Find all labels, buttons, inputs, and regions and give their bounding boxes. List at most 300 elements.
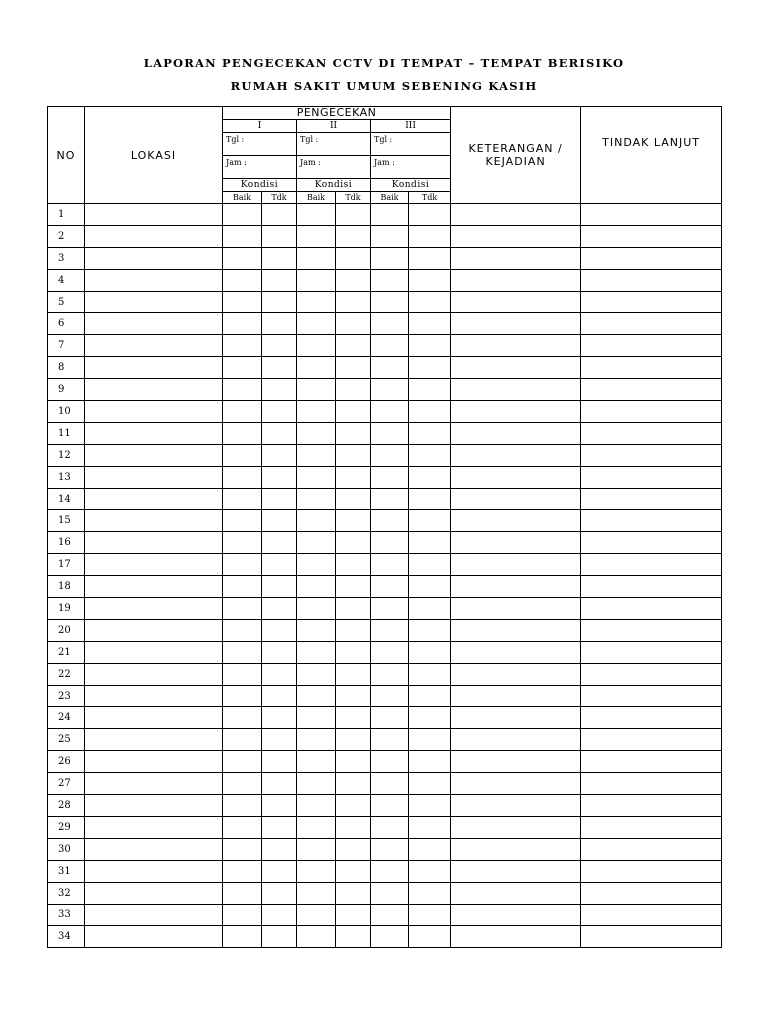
- check-2-tdk-cell[interactable]: [336, 882, 371, 904]
- check-3-baik-cell[interactable]: [371, 773, 409, 795]
- check-2-baik-cell[interactable]: [297, 882, 336, 904]
- tindak-lanjut-cell[interactable]: [581, 729, 722, 751]
- check-1-baik-cell[interactable]: [223, 598, 262, 620]
- tindak-lanjut-cell[interactable]: [581, 598, 722, 620]
- check-1-baik-cell[interactable]: [223, 357, 262, 379]
- keterangan-cell[interactable]: [451, 838, 581, 860]
- check-1-tdk-cell[interactable]: [262, 204, 297, 226]
- check-1-tdk-cell[interactable]: [262, 247, 297, 269]
- keterangan-cell[interactable]: [451, 598, 581, 620]
- check-2-tdk-cell[interactable]: [336, 663, 371, 685]
- tindak-lanjut-cell[interactable]: [581, 379, 722, 401]
- check-3-baik-cell[interactable]: [371, 444, 409, 466]
- check-3-tdk-cell[interactable]: [409, 707, 451, 729]
- check-3-tdk-cell[interactable]: [409, 904, 451, 926]
- check-3-baik-cell[interactable]: [371, 269, 409, 291]
- check-3-baik-cell[interactable]: [371, 422, 409, 444]
- check-2-baik-cell[interactable]: [297, 291, 336, 313]
- check-3-baik-cell[interactable]: [371, 225, 409, 247]
- check-2-tdk-cell[interactable]: [336, 225, 371, 247]
- check-2-tdk-cell[interactable]: [336, 313, 371, 335]
- tindak-lanjut-cell[interactable]: [581, 838, 722, 860]
- check-1-baik-cell[interactable]: [223, 269, 262, 291]
- check-1-tdk-cell[interactable]: [262, 576, 297, 598]
- check-2-baik-cell[interactable]: [297, 816, 336, 838]
- lokasi-cell[interactable]: [85, 773, 223, 795]
- check-2-baik-cell[interactable]: [297, 488, 336, 510]
- tindak-lanjut-cell[interactable]: [581, 707, 722, 729]
- tindak-lanjut-cell[interactable]: [581, 204, 722, 226]
- tindak-lanjut-cell[interactable]: [581, 532, 722, 554]
- check-1-baik-cell[interactable]: [223, 422, 262, 444]
- check-2-tdk-cell[interactable]: [336, 795, 371, 817]
- check-3-tdk-cell[interactable]: [409, 860, 451, 882]
- lokasi-cell[interactable]: [85, 707, 223, 729]
- check-1-tdk-cell[interactable]: [262, 707, 297, 729]
- keterangan-cell[interactable]: [451, 773, 581, 795]
- tindak-lanjut-cell[interactable]: [581, 576, 722, 598]
- check-2-tdk-cell[interactable]: [336, 685, 371, 707]
- check-2-baik-cell[interactable]: [297, 401, 336, 423]
- check-1-baik-cell[interactable]: [223, 860, 262, 882]
- check-3-baik-cell[interactable]: [371, 707, 409, 729]
- lokasi-cell[interactable]: [85, 510, 223, 532]
- tindak-lanjut-cell[interactable]: [581, 444, 722, 466]
- check-2-tdk-cell[interactable]: [336, 926, 371, 948]
- check-1-tdk-cell[interactable]: [262, 379, 297, 401]
- check-3-tdk-cell[interactable]: [409, 685, 451, 707]
- check-2-tdk-cell[interactable]: [336, 379, 371, 401]
- check-3-tdk-cell[interactable]: [409, 422, 451, 444]
- check-1-baik-cell[interactable]: [223, 488, 262, 510]
- check-2-baik-cell[interactable]: [297, 444, 336, 466]
- check-1-jam[interactable]: Jam :: [223, 156, 297, 179]
- tindak-lanjut-cell[interactable]: [581, 816, 722, 838]
- check-2-baik-cell[interactable]: [297, 225, 336, 247]
- check-3-tdk-cell[interactable]: [409, 926, 451, 948]
- lokasi-cell[interactable]: [85, 685, 223, 707]
- check-3-tdk-cell[interactable]: [409, 444, 451, 466]
- check-1-baik-cell[interactable]: [223, 335, 262, 357]
- check-1-tdk-cell[interactable]: [262, 357, 297, 379]
- check-1-tdk-cell[interactable]: [262, 816, 297, 838]
- check-1-tdk-cell[interactable]: [262, 225, 297, 247]
- check-1-tdk-cell[interactable]: [262, 926, 297, 948]
- check-2-tdk-cell[interactable]: [336, 707, 371, 729]
- check-3-baik-cell[interactable]: [371, 751, 409, 773]
- check-3-tdk-cell[interactable]: [409, 816, 451, 838]
- check-3-baik-cell[interactable]: [371, 247, 409, 269]
- check-1-tdk-cell[interactable]: [262, 269, 297, 291]
- lokasi-cell[interactable]: [85, 576, 223, 598]
- check-1-tdk-cell[interactable]: [262, 444, 297, 466]
- check-3-tdk-cell[interactable]: [409, 795, 451, 817]
- check-3-baik-cell[interactable]: [371, 357, 409, 379]
- keterangan-cell[interactable]: [451, 488, 581, 510]
- lokasi-cell[interactable]: [85, 466, 223, 488]
- check-2-baik-cell[interactable]: [297, 357, 336, 379]
- check-2-baik-cell[interactable]: [297, 379, 336, 401]
- check-3-baik-cell[interactable]: [371, 816, 409, 838]
- check-3-tdk-cell[interactable]: [409, 401, 451, 423]
- check-1-tdk-cell[interactable]: [262, 401, 297, 423]
- check-3-tdk-cell[interactable]: [409, 773, 451, 795]
- lokasi-cell[interactable]: [85, 554, 223, 576]
- check-3-baik-cell[interactable]: [371, 685, 409, 707]
- check-1-tdk-cell[interactable]: [262, 488, 297, 510]
- check-2-baik-cell[interactable]: [297, 838, 336, 860]
- keterangan-cell[interactable]: [451, 663, 581, 685]
- check-3-tdk-cell[interactable]: [409, 729, 451, 751]
- check-3-baik-cell[interactable]: [371, 379, 409, 401]
- lokasi-cell[interactable]: [85, 313, 223, 335]
- keterangan-cell[interactable]: [451, 554, 581, 576]
- check-2-baik-cell[interactable]: [297, 773, 336, 795]
- keterangan-cell[interactable]: [451, 357, 581, 379]
- check-3-baik-cell[interactable]: [371, 554, 409, 576]
- tindak-lanjut-cell[interactable]: [581, 225, 722, 247]
- check-1-baik-cell[interactable]: [223, 619, 262, 641]
- check-1-tdk-cell[interactable]: [262, 729, 297, 751]
- check-3-tdk-cell[interactable]: [409, 554, 451, 576]
- check-3-baik-cell[interactable]: [371, 795, 409, 817]
- tindak-lanjut-cell[interactable]: [581, 335, 722, 357]
- check-1-baik-cell[interactable]: [223, 204, 262, 226]
- check-1-baik-cell[interactable]: [223, 532, 262, 554]
- tindak-lanjut-cell[interactable]: [581, 554, 722, 576]
- check-3-tdk-cell[interactable]: [409, 488, 451, 510]
- lokasi-cell[interactable]: [85, 641, 223, 663]
- check-1-baik-cell[interactable]: [223, 313, 262, 335]
- lokasi-cell[interactable]: [85, 598, 223, 620]
- check-2-baik-cell[interactable]: [297, 313, 336, 335]
- tindak-lanjut-cell[interactable]: [581, 685, 722, 707]
- check-2-baik-cell[interactable]: [297, 204, 336, 226]
- tindak-lanjut-cell[interactable]: [581, 904, 722, 926]
- check-3-tdk-cell[interactable]: [409, 838, 451, 860]
- check-3-baik-cell[interactable]: [371, 598, 409, 620]
- check-1-baik-cell[interactable]: [223, 291, 262, 313]
- check-2-baik-cell[interactable]: [297, 598, 336, 620]
- lokasi-cell[interactable]: [85, 335, 223, 357]
- tindak-lanjut-cell[interactable]: [581, 619, 722, 641]
- check-1-tdk-cell[interactable]: [262, 838, 297, 860]
- check-1-tdk-cell[interactable]: [262, 466, 297, 488]
- check-3-jam[interactable]: Jam :: [371, 156, 451, 179]
- check-2-tdk-cell[interactable]: [336, 838, 371, 860]
- check-1-tdk-cell[interactable]: [262, 751, 297, 773]
- check-2-tdk-cell[interactable]: [336, 729, 371, 751]
- keterangan-cell[interactable]: [451, 904, 581, 926]
- keterangan-cell[interactable]: [451, 379, 581, 401]
- check-3-tdk-cell[interactable]: [409, 225, 451, 247]
- tindak-lanjut-cell[interactable]: [581, 313, 722, 335]
- keterangan-cell[interactable]: [451, 751, 581, 773]
- check-1-baik-cell[interactable]: [223, 663, 262, 685]
- check-3-baik-cell[interactable]: [371, 926, 409, 948]
- check-3-tdk-cell[interactable]: [409, 466, 451, 488]
- tindak-lanjut-cell[interactable]: [581, 641, 722, 663]
- check-1-tdk-cell[interactable]: [262, 773, 297, 795]
- keterangan-cell[interactable]: [451, 926, 581, 948]
- keterangan-cell[interactable]: [451, 619, 581, 641]
- check-2-tdk-cell[interactable]: [336, 641, 371, 663]
- check-2-tdk-cell[interactable]: [336, 488, 371, 510]
- check-3-baik-cell[interactable]: [371, 860, 409, 882]
- check-3-tdk-cell[interactable]: [409, 313, 451, 335]
- tindak-lanjut-cell[interactable]: [581, 401, 722, 423]
- check-1-baik-cell[interactable]: [223, 816, 262, 838]
- tindak-lanjut-cell[interactable]: [581, 422, 722, 444]
- lokasi-cell[interactable]: [85, 357, 223, 379]
- check-1-baik-cell[interactable]: [223, 707, 262, 729]
- check-1-tgl[interactable]: Tgl :: [223, 133, 297, 156]
- check-3-baik-cell[interactable]: [371, 204, 409, 226]
- check-1-baik-cell[interactable]: [223, 225, 262, 247]
- lokasi-cell[interactable]: [85, 444, 223, 466]
- keterangan-cell[interactable]: [451, 685, 581, 707]
- check-2-baik-cell[interactable]: [297, 641, 336, 663]
- keterangan-cell[interactable]: [451, 860, 581, 882]
- check-3-baik-cell[interactable]: [371, 576, 409, 598]
- tindak-lanjut-cell[interactable]: [581, 247, 722, 269]
- check-1-tdk-cell[interactable]: [262, 904, 297, 926]
- tindak-lanjut-cell[interactable]: [581, 795, 722, 817]
- check-3-tdk-cell[interactable]: [409, 379, 451, 401]
- check-3-baik-cell[interactable]: [371, 401, 409, 423]
- check-3-baik-cell[interactable]: [371, 335, 409, 357]
- check-1-baik-cell[interactable]: [223, 401, 262, 423]
- check-3-baik-cell[interactable]: [371, 904, 409, 926]
- check-3-baik-cell[interactable]: [371, 532, 409, 554]
- check-1-tdk-cell[interactable]: [262, 422, 297, 444]
- check-3-baik-cell[interactable]: [371, 291, 409, 313]
- lokasi-cell[interactable]: [85, 247, 223, 269]
- check-2-baik-cell[interactable]: [297, 335, 336, 357]
- check-3-baik-cell[interactable]: [371, 619, 409, 641]
- keterangan-cell[interactable]: [451, 576, 581, 598]
- check-1-tdk-cell[interactable]: [262, 685, 297, 707]
- lokasi-cell[interactable]: [85, 291, 223, 313]
- check-2-tdk-cell[interactable]: [336, 357, 371, 379]
- keterangan-cell[interactable]: [451, 401, 581, 423]
- check-2-baik-cell[interactable]: [297, 269, 336, 291]
- check-2-jam[interactable]: Jam :: [297, 156, 371, 179]
- tindak-lanjut-cell[interactable]: [581, 488, 722, 510]
- check-2-baik-cell[interactable]: [297, 751, 336, 773]
- check-3-tdk-cell[interactable]: [409, 204, 451, 226]
- check-2-tdk-cell[interactable]: [336, 444, 371, 466]
- check-1-baik-cell[interactable]: [223, 729, 262, 751]
- check-3-baik-cell[interactable]: [371, 882, 409, 904]
- tindak-lanjut-cell[interactable]: [581, 466, 722, 488]
- check-2-tdk-cell[interactable]: [336, 860, 371, 882]
- keterangan-cell[interactable]: [451, 729, 581, 751]
- lokasi-cell[interactable]: [85, 795, 223, 817]
- check-3-baik-cell[interactable]: [371, 313, 409, 335]
- keterangan-cell[interactable]: [451, 532, 581, 554]
- check-1-tdk-cell[interactable]: [262, 291, 297, 313]
- check-1-baik-cell[interactable]: [223, 247, 262, 269]
- check-3-tdk-cell[interactable]: [409, 576, 451, 598]
- check-2-baik-cell[interactable]: [297, 729, 336, 751]
- check-2-tdk-cell[interactable]: [336, 401, 371, 423]
- check-2-baik-cell[interactable]: [297, 663, 336, 685]
- check-1-tdk-cell[interactable]: [262, 335, 297, 357]
- check-1-tdk-cell[interactable]: [262, 619, 297, 641]
- check-2-tdk-cell[interactable]: [336, 204, 371, 226]
- check-3-tdk-cell[interactable]: [409, 269, 451, 291]
- lokasi-cell[interactable]: [85, 225, 223, 247]
- check-2-tdk-cell[interactable]: [336, 816, 371, 838]
- check-1-tdk-cell[interactable]: [262, 663, 297, 685]
- check-1-baik-cell[interactable]: [223, 838, 262, 860]
- lokasi-cell[interactable]: [85, 488, 223, 510]
- tindak-lanjut-cell[interactable]: [581, 751, 722, 773]
- check-1-baik-cell[interactable]: [223, 685, 262, 707]
- check-3-tdk-cell[interactable]: [409, 619, 451, 641]
- check-1-tdk-cell[interactable]: [262, 882, 297, 904]
- check-3-tdk-cell[interactable]: [409, 598, 451, 620]
- check-2-tdk-cell[interactable]: [336, 576, 371, 598]
- keterangan-cell[interactable]: [451, 225, 581, 247]
- tindak-lanjut-cell[interactable]: [581, 291, 722, 313]
- lokasi-cell[interactable]: [85, 860, 223, 882]
- tindak-lanjut-cell[interactable]: [581, 269, 722, 291]
- lokasi-cell[interactable]: [85, 619, 223, 641]
- check-2-tdk-cell[interactable]: [336, 598, 371, 620]
- check-3-baik-cell[interactable]: [371, 641, 409, 663]
- check-2-baik-cell[interactable]: [297, 707, 336, 729]
- check-2-baik-cell[interactable]: [297, 860, 336, 882]
- check-1-baik-cell[interactable]: [223, 576, 262, 598]
- check-2-tdk-cell[interactable]: [336, 532, 371, 554]
- check-2-tdk-cell[interactable]: [336, 269, 371, 291]
- keterangan-cell[interactable]: [451, 816, 581, 838]
- lokasi-cell[interactable]: [85, 816, 223, 838]
- lokasi-cell[interactable]: [85, 904, 223, 926]
- tindak-lanjut-cell[interactable]: [581, 663, 722, 685]
- tindak-lanjut-cell[interactable]: [581, 510, 722, 532]
- check-2-tdk-cell[interactable]: [336, 335, 371, 357]
- lokasi-cell[interactable]: [85, 401, 223, 423]
- check-2-baik-cell[interactable]: [297, 926, 336, 948]
- check-3-baik-cell[interactable]: [371, 466, 409, 488]
- check-2-tdk-cell[interactable]: [336, 751, 371, 773]
- check-3-tdk-cell[interactable]: [409, 247, 451, 269]
- keterangan-cell[interactable]: [451, 641, 581, 663]
- check-3-baik-cell[interactable]: [371, 510, 409, 532]
- keterangan-cell[interactable]: [451, 247, 581, 269]
- lokasi-cell[interactable]: [85, 838, 223, 860]
- keterangan-cell[interactable]: [451, 269, 581, 291]
- check-2-tdk-cell[interactable]: [336, 510, 371, 532]
- check-2-baik-cell[interactable]: [297, 422, 336, 444]
- check-1-baik-cell[interactable]: [223, 882, 262, 904]
- keterangan-cell[interactable]: [451, 510, 581, 532]
- check-2-tdk-cell[interactable]: [336, 466, 371, 488]
- check-2-baik-cell[interactable]: [297, 685, 336, 707]
- tindak-lanjut-cell[interactable]: [581, 773, 722, 795]
- check-2-baik-cell[interactable]: [297, 554, 336, 576]
- check-1-baik-cell[interactable]: [223, 379, 262, 401]
- keterangan-cell[interactable]: [451, 882, 581, 904]
- check-1-tdk-cell[interactable]: [262, 641, 297, 663]
- check-2-tdk-cell[interactable]: [336, 291, 371, 313]
- check-1-baik-cell[interactable]: [223, 773, 262, 795]
- tindak-lanjut-cell[interactable]: [581, 882, 722, 904]
- check-1-tdk-cell[interactable]: [262, 860, 297, 882]
- keterangan-cell[interactable]: [451, 204, 581, 226]
- check-2-baik-cell[interactable]: [297, 532, 336, 554]
- check-1-baik-cell[interactable]: [223, 466, 262, 488]
- keterangan-cell[interactable]: [451, 707, 581, 729]
- lokasi-cell[interactable]: [85, 926, 223, 948]
- tindak-lanjut-cell[interactable]: [581, 926, 722, 948]
- check-1-tdk-cell[interactable]: [262, 554, 297, 576]
- check-2-baik-cell[interactable]: [297, 247, 336, 269]
- check-3-baik-cell[interactable]: [371, 838, 409, 860]
- check-3-tdk-cell[interactable]: [409, 532, 451, 554]
- check-2-tdk-cell[interactable]: [336, 904, 371, 926]
- check-2-baik-cell[interactable]: [297, 795, 336, 817]
- keterangan-cell[interactable]: [451, 313, 581, 335]
- check-1-tdk-cell[interactable]: [262, 795, 297, 817]
- check-2-tgl[interactable]: Tgl :: [297, 133, 371, 156]
- check-1-tdk-cell[interactable]: [262, 532, 297, 554]
- check-1-baik-cell[interactable]: [223, 751, 262, 773]
- check-2-tdk-cell[interactable]: [336, 773, 371, 795]
- check-2-tdk-cell[interactable]: [336, 422, 371, 444]
- check-1-baik-cell[interactable]: [223, 795, 262, 817]
- lokasi-cell[interactable]: [85, 422, 223, 444]
- check-3-tdk-cell[interactable]: [409, 641, 451, 663]
- lokasi-cell[interactable]: [85, 663, 223, 685]
- check-1-tdk-cell[interactable]: [262, 510, 297, 532]
- check-3-baik-cell[interactable]: [371, 729, 409, 751]
- check-3-tdk-cell[interactable]: [409, 335, 451, 357]
- check-2-tdk-cell[interactable]: [336, 247, 371, 269]
- lokasi-cell[interactable]: [85, 882, 223, 904]
- lokasi-cell[interactable]: [85, 532, 223, 554]
- check-2-tdk-cell[interactable]: [336, 554, 371, 576]
- check-3-tgl[interactable]: Tgl :: [371, 133, 451, 156]
- check-2-baik-cell[interactable]: [297, 619, 336, 641]
- check-3-baik-cell[interactable]: [371, 663, 409, 685]
- check-1-baik-cell[interactable]: [223, 641, 262, 663]
- check-2-baik-cell[interactable]: [297, 510, 336, 532]
- check-3-tdk-cell[interactable]: [409, 357, 451, 379]
- check-1-baik-cell[interactable]: [223, 554, 262, 576]
- check-1-baik-cell[interactable]: [223, 926, 262, 948]
- check-2-baik-cell[interactable]: [297, 576, 336, 598]
- check-2-baik-cell[interactable]: [297, 466, 336, 488]
- keterangan-cell[interactable]: [451, 795, 581, 817]
- check-1-tdk-cell[interactable]: [262, 598, 297, 620]
- lokasi-cell[interactable]: [85, 379, 223, 401]
- keterangan-cell[interactable]: [451, 422, 581, 444]
- check-1-baik-cell[interactable]: [223, 444, 262, 466]
- lokasi-cell[interactable]: [85, 269, 223, 291]
- keterangan-cell[interactable]: [451, 444, 581, 466]
- check-1-tdk-cell[interactable]: [262, 313, 297, 335]
- lokasi-cell[interactable]: [85, 204, 223, 226]
- check-2-baik-cell[interactable]: [297, 904, 336, 926]
- check-3-tdk-cell[interactable]: [409, 510, 451, 532]
- check-1-baik-cell[interactable]: [223, 510, 262, 532]
- check-3-baik-cell[interactable]: [371, 488, 409, 510]
- tindak-lanjut-cell[interactable]: [581, 357, 722, 379]
